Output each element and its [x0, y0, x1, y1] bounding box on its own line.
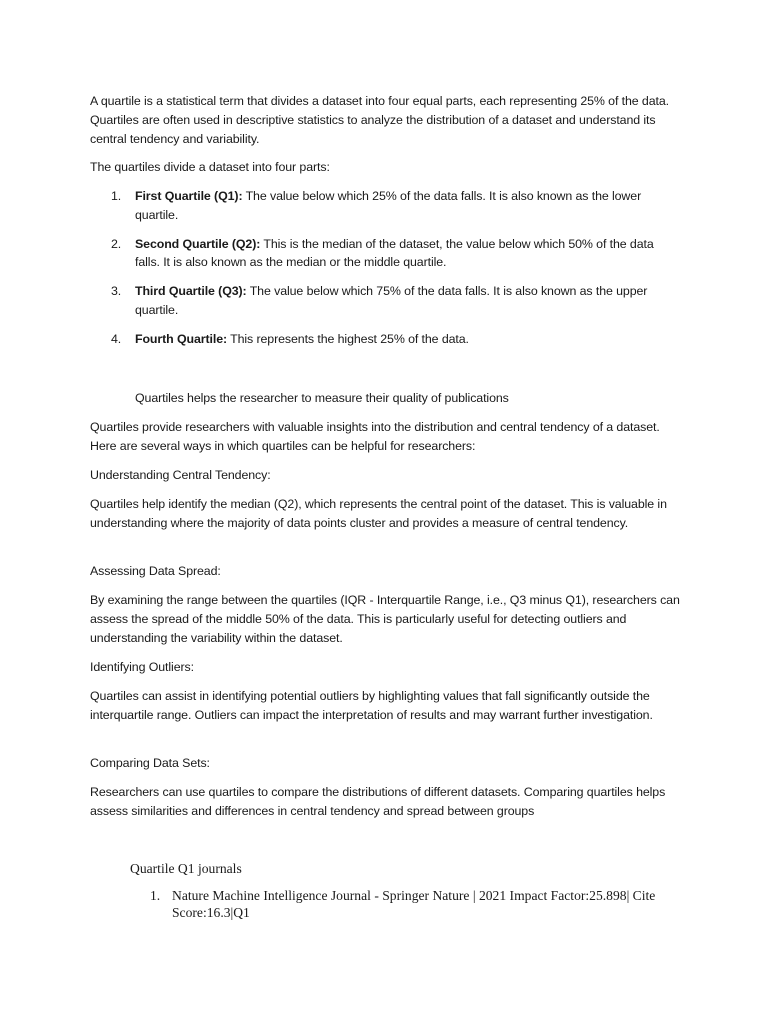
list-item — [150, 887, 670, 921]
list-number: 1. — [150, 888, 161, 903]
quartile-description: The value below which 75% of the data falls. It is also known as the upper quartile. — [135, 284, 648, 317]
section-text-data-spread: By examining the range between the quartiles (IQR - Interquartile Range, i.e., Q3 minus Q1), researchers can assess the spread of the middle 50% of the data. This is particularly useful for detecting outliers and understanding the variability within the dataset. — [90, 593, 680, 645]
journal-entry: Nature Machine Intelligence Journal - Springer Nature | 2021 Impact Factor:25.898| Cite Score:16.3|Q1 — [172, 888, 656, 920]
quartile-description: The value below which 25% of the data falls. It is also known as the lower quartile. — [135, 189, 642, 222]
list-item — [90, 235, 670, 273]
section-title-outliers: Identifying Outliers: — [90, 660, 194, 674]
section-text-central-tendency: Quartiles help identify the median (Q2), which represents the central point of the dataset. This is valuable in understanding where the majority of data points cluster and provides a measure of central tendency. — [90, 497, 667, 530]
research-intro: Quartiles provide researchers with valuable insights into the distribution and central tendency of a dataset. Here are several ways in which quartiles can be helpful for researchers: — [90, 420, 660, 453]
research-heading: Quartiles helps the researcher to measure their quality of publications — [135, 391, 509, 405]
quartile-description: This is the median of the dataset, the value below which 50% of the data falls. It is also known as the median or the middle quartile. — [135, 236, 654, 270]
quartile-description: This represents the highest 25% of the data. — [227, 331, 469, 346]
section-title-central-tendency: Understanding Central Tendency: — [90, 468, 271, 482]
quartile-term: First Quartile (Q1): — [135, 189, 243, 203]
journal-list — [150, 887, 670, 921]
section-text-comparing: Researchers can use quartiles to compare the distributions of different datasets. Comparing quartiles helps assess similarities and differences in central tendency and spread between groups — [90, 785, 666, 818]
list-number: 3. — [111, 284, 122, 299]
quartile-term: Fourth Quartile: — [135, 331, 228, 346]
journals-heading: Quartile Q1 journals — [130, 861, 242, 876]
quartile-term: Second Quartile (Q2): — [135, 236, 261, 251]
intro-paragraph: A quartile is a statistical term that divides a dataset into four equal parts, each representing 25% of the data. Quartiles are often used in descriptive statistics to analyze the distribution of a dataset and understand its central tendency and variability. — [90, 94, 669, 146]
list-number: 1. — [111, 189, 122, 203]
quartile-list — [90, 187, 670, 359]
section-text-outliers: Quartiles can assist in identifying potential outliers by highlighting values that fall significantly outside the interquartile range. Outliers can impact the interpretation of results and may warrant further investigation. — [90, 689, 653, 722]
section-title-comparing: Comparing Data Sets: — [90, 756, 210, 770]
quartile-term: Third Quartile (Q3): — [135, 284, 247, 299]
section-title-data-spread: Assessing Data Spread: — [90, 564, 221, 578]
list-item — [90, 187, 670, 225]
intro-list-lead: The quartiles divide a dataset into four parts: — [90, 160, 330, 174]
list-number: 2. — [111, 236, 122, 251]
list-number: 4. — [111, 331, 122, 346]
list-item — [90, 282, 670, 320]
list-item — [90, 330, 670, 349]
